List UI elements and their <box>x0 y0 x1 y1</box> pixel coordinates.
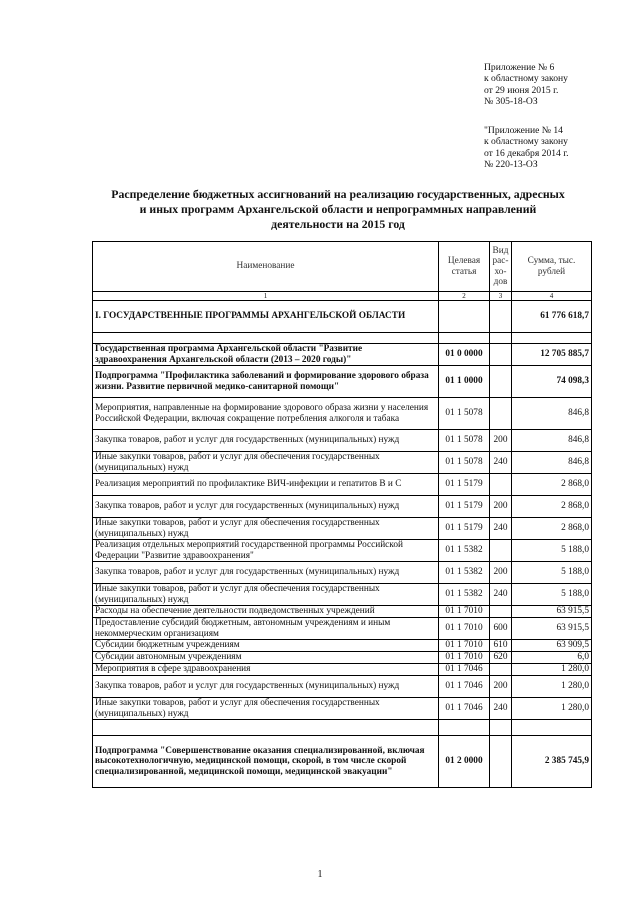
row-amount: 5 188,0 <box>512 540 592 562</box>
row-expense-type <box>490 540 512 562</box>
row-expense-type: 200 <box>490 676 512 698</box>
row-name <box>93 333 439 344</box>
row-expense-type <box>490 366 512 398</box>
row-amount: 1 280,0 <box>512 664 592 676</box>
row-amount: 12 705 885,7 <box>512 344 592 366</box>
table-row <box>93 664 592 676</box>
row-name: I. ГОСУДАРСТВЕННЫЕ ПРОГРАММЫ АРХАНГЕЛЬСКОЙ ОБЛАСТИ <box>93 301 439 333</box>
table-row <box>93 562 592 584</box>
row-amount: 5 188,0 <box>512 562 592 584</box>
row-target-article: 01 1 5179 <box>439 496 490 518</box>
row-name: Иные закупки товаров, работ и услуг для обеспечения государственных (муниципальных) нужд <box>93 518 439 540</box>
column-number-row <box>93 292 592 301</box>
header-target-article: Целевая статья <box>439 242 490 292</box>
page-number: 1 <box>317 869 323 880</box>
row-name: Иные закупки товаров, работ и услуг для обеспечения государственных (муниципальных) нужд <box>93 698 439 720</box>
table-row <box>93 452 592 474</box>
row-amount: 846,8 <box>512 452 592 474</box>
header-expense-type: Вид рас-хо-дов <box>490 242 512 292</box>
row-name: Мероприятия, направленные на формирование здорового образа жизни у населения Российской Федерации, включая сокращение потребления алкоголя и табака <box>93 398 439 430</box>
table-row <box>93 518 592 540</box>
row-amount: 1 280,0 <box>512 698 592 720</box>
row-amount: 63 909,5 <box>512 640 592 652</box>
appendix-line: № 220-13-ОЗ <box>484 159 538 171</box>
row-amount: 2 868,0 <box>512 496 592 518</box>
title-line: деятельности на 2015 год <box>271 217 405 231</box>
table-row <box>93 430 592 452</box>
row-target-article: 01 1 7010 <box>439 618 490 640</box>
row-name: Субсидии бюджетным учреждениям <box>93 640 439 652</box>
appendix-line: к областному закону <box>484 73 568 85</box>
table-row <box>93 398 592 430</box>
budget-allocation-table <box>92 241 592 788</box>
row-target-article: 01 1 5078 <box>439 398 490 430</box>
row-expense-type: 600 <box>490 618 512 640</box>
row-target-article: 01 1 5078 <box>439 452 490 474</box>
table-row <box>93 540 592 562</box>
row-target-article: 01 0 0000 <box>439 344 490 366</box>
row-expense-type: 200 <box>490 562 512 584</box>
table-spacer-row <box>93 720 592 736</box>
table-body <box>93 301 592 788</box>
row-name: Закупка товаров, работ и услуг для государственных (муниципальных) нужд <box>93 676 439 698</box>
table-row <box>93 698 592 720</box>
table-row <box>93 584 592 606</box>
row-expense-type: 610 <box>490 640 512 652</box>
row-amount: 846,8 <box>512 398 592 430</box>
row-target-article: 01 1 5179 <box>439 474 490 496</box>
row-name: Иные закупки товаров, работ и услуг для обеспечения государственных (муниципальных) нужд <box>93 452 439 474</box>
row-name: Подпрограмма "Совершенствование оказания специализированной, включая высокотехнологичную, медицинской помощи, скорой, в том числе скорой специализированной, медицинской помощи, медицинской эвакуации" <box>93 736 439 788</box>
row-expense-type <box>490 736 512 788</box>
table-row <box>93 736 592 788</box>
row-expense-type: 240 <box>490 518 512 540</box>
row-expense-type: 240 <box>490 584 512 606</box>
row-amount: 5 188,0 <box>512 584 592 606</box>
row-name: Мероприятия в сфере здравоохранения <box>93 664 439 676</box>
row-name: Государственная программа Архангельской области "Развитие здравоохранения Архангельской области (2013 – 2020 годы)" <box>93 344 439 366</box>
row-target-article: 01 1 7010 <box>439 640 490 652</box>
row-expense-type: 200 <box>490 496 512 518</box>
row-target-article <box>439 720 490 736</box>
column-number: 4 <box>512 292 592 301</box>
row-name: Реализация отдельных мероприятий государственной программы Российской Федерации "Развитие здравоохранения" <box>93 540 439 562</box>
appendix-line: к областному закону <box>484 136 568 148</box>
header-amount: Сумма, тыс. рублей <box>512 242 592 292</box>
row-amount <box>512 333 592 344</box>
table-row <box>93 344 592 366</box>
row-amount: 2 868,0 <box>512 518 592 540</box>
table-row <box>93 474 592 496</box>
row-expense-type <box>490 606 512 618</box>
row-name: Закупка товаров, работ и услуг для государственных (муниципальных) нужд <box>93 496 439 518</box>
row-target-article <box>439 333 490 344</box>
row-target-article: 01 1 5179 <box>439 518 490 540</box>
row-target-article: 01 1 7046 <box>439 664 490 676</box>
row-target-article: 01 1 0000 <box>439 366 490 398</box>
row-target-article: 01 1 7010 <box>439 652 490 664</box>
row-expense-type <box>490 344 512 366</box>
title-line: и иных программ Архангельской области и непрограммных направлений <box>139 202 537 216</box>
table-row <box>93 676 592 698</box>
row-target-article: 01 2 0000 <box>439 736 490 788</box>
table-row <box>93 606 592 618</box>
appendix-line: от 29 июня 2015 г. <box>484 84 559 96</box>
row-target-article: 01 1 5382 <box>439 540 490 562</box>
row-amount: 2 385 745,9 <box>512 736 592 788</box>
row-target-article: 01 1 7010 <box>439 606 490 618</box>
header-name: Наименование <box>93 242 439 292</box>
row-name: Предоставление субсидий бюджетным, автономным учреждениям и иным некоммерческим организациям <box>93 618 439 640</box>
table-row <box>93 301 592 333</box>
row-expense-type <box>490 333 512 344</box>
row-amount: 1 280,0 <box>512 676 592 698</box>
row-target-article: 01 1 5382 <box>439 562 490 584</box>
row-target-article: 01 1 7046 <box>439 698 490 720</box>
table-header-row <box>93 242 592 292</box>
table-row <box>93 618 592 640</box>
row-expense-type <box>490 398 512 430</box>
row-amount: 61 776 618,7 <box>512 301 592 333</box>
row-amount: 74 098,3 <box>512 366 592 398</box>
row-target-article: 01 1 7046 <box>439 676 490 698</box>
row-expense-type <box>490 474 512 496</box>
row-name: Субсидии автономным учреждениям <box>93 652 439 664</box>
table-row <box>93 496 592 518</box>
table-row <box>93 640 592 652</box>
row-expense-type: 240 <box>490 698 512 720</box>
row-name: Подпрограмма "Профилактика заболеваний и формирование здорового образа жизни. Развитие первичной медико-санитарной помощи" <box>93 366 439 398</box>
row-expense-type <box>490 664 512 676</box>
row-target-article: 01 1 5382 <box>439 584 490 606</box>
row-name: Закупка товаров, работ и услуг для государственных (муниципальных) нужд <box>93 430 439 452</box>
appendix-note-original <box>484 125 569 171</box>
row-target-article <box>439 301 490 333</box>
document-title <box>86 187 590 232</box>
row-amount: 846,8 <box>512 430 592 452</box>
appendix-note-current <box>484 62 568 108</box>
row-expense-type <box>490 301 512 333</box>
row-expense-type: 240 <box>490 452 512 474</box>
row-name: Иные закупки товаров, работ и услуг для обеспечения государственных (муниципальных) нужд <box>93 584 439 606</box>
row-target-article: 01 1 5078 <box>439 430 490 452</box>
appendix-line: Приложение № 6 <box>484 62 555 73</box>
row-amount: 2 868,0 <box>512 474 592 496</box>
table-row <box>93 366 592 398</box>
row-name <box>93 720 439 736</box>
row-expense-type: 200 <box>490 430 512 452</box>
row-name: Расходы на обеспечение деятельности подведомственных учреждений <box>93 606 439 618</box>
title-line: Распределение бюджетных ассигнований на реализацию государственных, адресных <box>111 187 565 201</box>
row-expense-type: 620 <box>490 652 512 664</box>
table-spacer-row <box>93 333 592 344</box>
appendix-line: "Приложение № 14 <box>484 125 563 136</box>
table-row <box>93 652 592 664</box>
row-amount <box>512 720 592 736</box>
appendix-line: № 305-18-ОЗ <box>484 96 538 108</box>
column-number: 3 <box>490 292 512 301</box>
row-amount: 63 915,5 <box>512 618 592 640</box>
row-name: Закупка товаров, работ и услуг для государственных (муниципальных) нужд <box>93 562 439 584</box>
row-amount: 63 915,5 <box>512 606 592 618</box>
column-number: 1 <box>93 292 439 301</box>
column-number: 2 <box>439 292 490 301</box>
row-name: Реализация мероприятий по профилактике ВИЧ-инфекции и гепатитов В и С <box>93 474 439 496</box>
row-amount: 6,0 <box>512 652 592 664</box>
row-expense-type <box>490 720 512 736</box>
appendix-line: от 16 декабря 2014 г. <box>484 147 569 159</box>
